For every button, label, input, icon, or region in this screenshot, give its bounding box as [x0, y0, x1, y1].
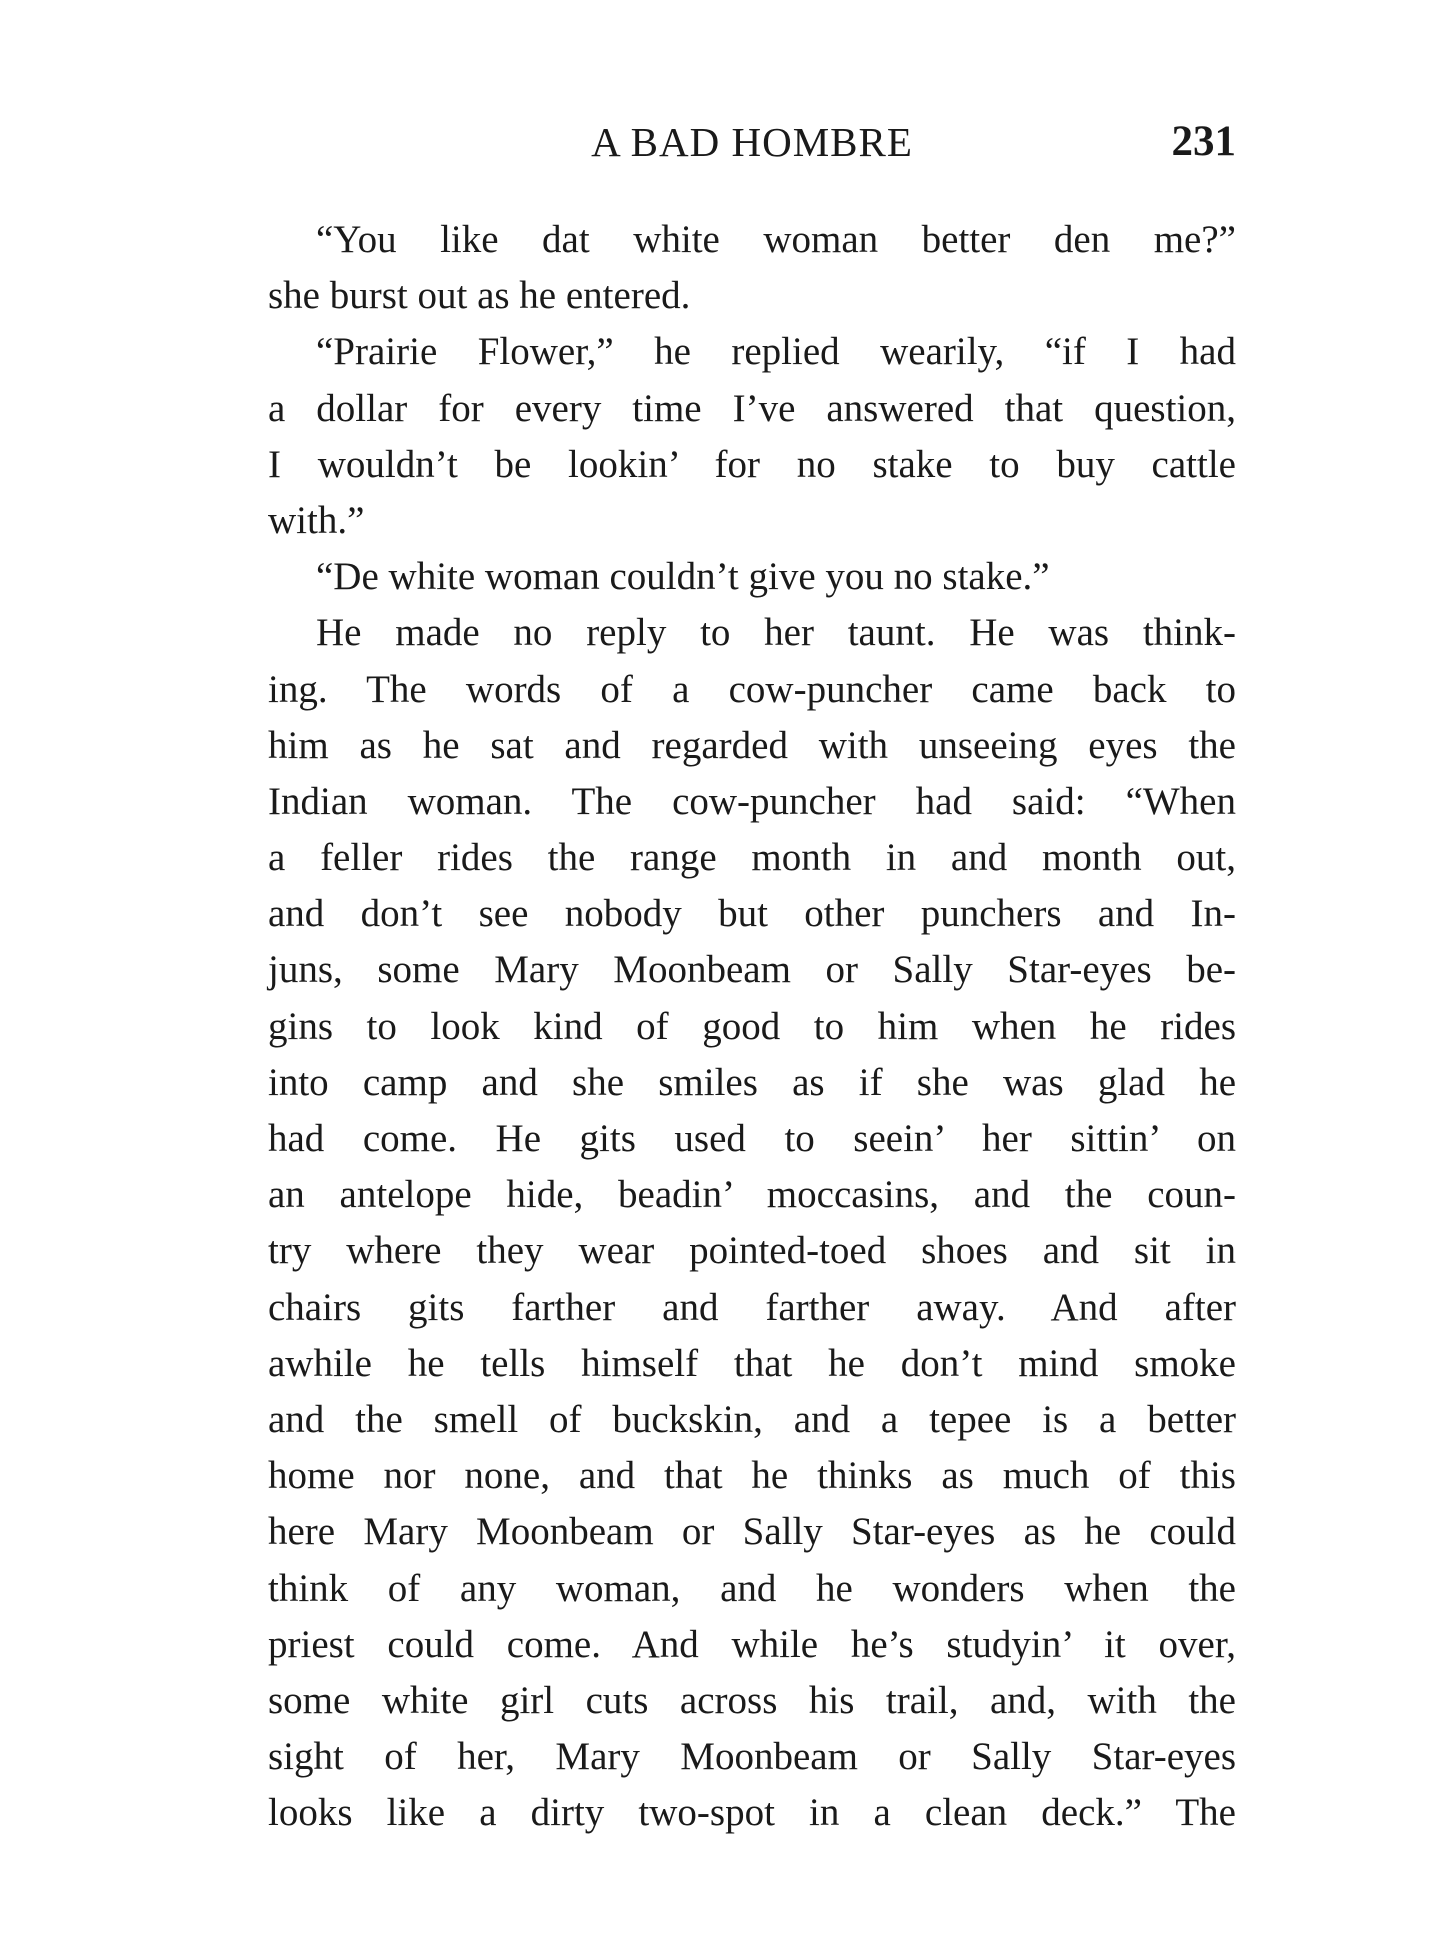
- text-line: a feller rides the range month in and month out,: [268, 836, 1236, 880]
- text-line: and the smell of buckskin, and a tepee is a better: [268, 1397, 1236, 1441]
- running-head: [268, 112, 1236, 172]
- text-line: looks like a dirty two-spot in a clean deck.” The: [268, 1791, 1236, 1835]
- text-line: here Mary Moonbeam or Sally Star-eyes as he could: [268, 1510, 1236, 1554]
- text-line: him as he sat and regarded with unseeing eyes the: [268, 723, 1236, 767]
- text-line: Indian woman. The cow-puncher had said: “When: [268, 779, 1236, 823]
- text-line: home nor none, and that he thinks as much of this: [268, 1454, 1236, 1498]
- page-number: 231: [1171, 118, 1236, 165]
- text-line: and don’t see nobody but other punchers and In-: [268, 892, 1236, 936]
- body-text: [268, 212, 1236, 1841]
- text-line: try where they wear pointed-toed shoes and sit in: [268, 1229, 1236, 1273]
- text-line: with.”: [268, 498, 365, 542]
- text-line: juns, some Mary Moonbeam or Sally Star-eyes be-: [268, 948, 1236, 992]
- text-line: awhile he tells himself that he don’t mind smoke: [268, 1341, 1236, 1385]
- text-line: “You like dat white woman better den me?”: [316, 218, 1236, 261]
- running-title: A BAD HOMBRE: [591, 119, 913, 165]
- text-line: chairs gits farther and farther away. And after: [268, 1285, 1236, 1329]
- text-line: had come. He gits used to seein’ her sittin’ on: [268, 1117, 1236, 1160]
- text-line: I wouldn’t be lookin’ for no stake to buy cattle: [268, 442, 1236, 486]
- text-line: some white girl cuts across his trail, and, with the: [268, 1678, 1236, 1722]
- text-line: “De white woman couldn’t give you no stake.”: [316, 555, 1050, 599]
- text-line: priest could come. And while he’s studyin’ it over,: [268, 1622, 1236, 1666]
- text-line: ing. The words of a cow-puncher came back to: [268, 667, 1236, 711]
- text-line: an antelope hide, beadin’ moccasins, and the coun-: [268, 1173, 1236, 1217]
- text-line: think of any woman, and he wonders when the: [268, 1566, 1236, 1610]
- text-line: He made no reply to her taunt. He was think-: [316, 611, 1236, 655]
- text-line: a dollar for every time I’ve answered that question,: [268, 386, 1236, 430]
- text-line: “Prairie Flower,” he replied wearily, “if I had: [316, 330, 1236, 374]
- text-line: gins to look kind of good to him when he rides: [268, 1004, 1236, 1048]
- text-line: into camp and she smiles as if she was glad he: [268, 1060, 1236, 1104]
- text-line: sight of her, Mary Moonbeam or Sally Star-eyes: [268, 1735, 1236, 1779]
- text-line: she burst out as he entered.: [268, 274, 691, 318]
